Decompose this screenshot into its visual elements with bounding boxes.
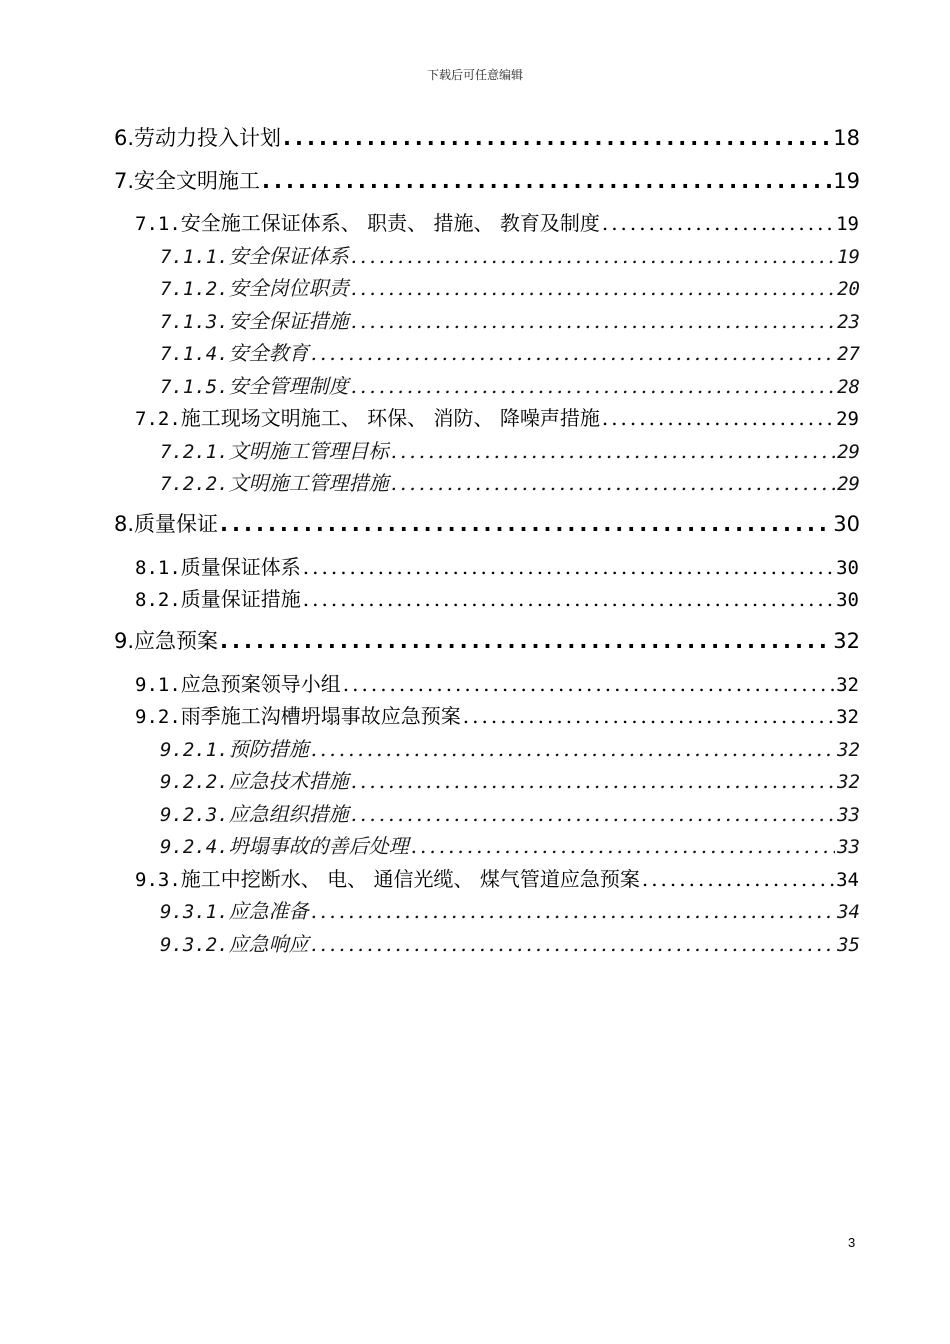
toc-entry-level3[interactable] (160, 467, 860, 495)
toc-entry-level3[interactable] (160, 370, 860, 398)
toc-entry-page[interactable]: 34 (836, 869, 859, 891)
toc-entry-title[interactable]: 安全岗位职责 (228, 276, 349, 300)
toc-entry-number: 9.3.1. (160, 901, 229, 923)
toc-entry-page[interactable]: 33 (837, 804, 860, 826)
toc-dot-leader (351, 769, 835, 793)
toc-entry-page[interactable]: 19 (837, 246, 860, 268)
toc-entry-number: 9.3. (135, 869, 181, 891)
toc-entry-number: 7. (114, 169, 135, 193)
toc-dot-leader (642, 867, 834, 891)
toc-entry-level2[interactable] (135, 551, 859, 579)
toc-entry-page[interactable]: 19 (836, 213, 859, 235)
toc-entry-level3[interactable] (160, 765, 860, 793)
toc-entry-title[interactable]: 应急预案领导小组 (180, 672, 341, 696)
toc-entry-title[interactable]: 应急技术措施 (228, 769, 349, 793)
toc-entry-title[interactable]: 坍塌事故的善后处理 (228, 834, 409, 858)
toc-entry-page[interactable]: 28 (837, 376, 860, 398)
toc-entry-page[interactable]: 20 (837, 278, 860, 300)
toc-dot-leader (411, 834, 835, 858)
toc-entry-number: 7.2. (135, 408, 181, 430)
toc-dot-leader (262, 169, 831, 193)
toc-dot-leader (311, 932, 835, 956)
toc-entry-title[interactable]: 安全教育 (228, 341, 309, 365)
toc-entry-page[interactable]: 19 (833, 169, 860, 193)
toc-entry-title[interactable]: 文明施工管理目标 (228, 439, 389, 463)
toc-entry-page[interactable]: 32 (837, 771, 860, 793)
toc-dot-leader (311, 737, 835, 761)
toc-entry-number: 8.2. (135, 589, 181, 611)
toc-dot-leader (220, 629, 831, 653)
toc-entry-title[interactable]: 质量保证措施 (180, 587, 301, 611)
toc-entry-title[interactable]: 施工现场文明施工、 环保、 消防、 降噪声措施 (180, 406, 600, 430)
toc-entry-level3[interactable] (160, 305, 860, 333)
toc-entry-level2[interactable] (135, 700, 859, 728)
toc-dot-leader (351, 802, 835, 826)
toc-entry-number: 9. (114, 629, 135, 653)
toc-entry-number: 8. (114, 512, 135, 536)
toc-entry-page[interactable]: 23 (837, 311, 860, 333)
toc-entry-page[interactable]: 32 (836, 674, 859, 696)
toc-entry-page[interactable]: 29 (837, 441, 860, 463)
toc-entry-level1[interactable] (114, 508, 860, 538)
toc-dot-leader (283, 126, 831, 150)
toc-entry-level1[interactable] (114, 165, 860, 195)
toc-entry-number: 7.2.2. (160, 473, 229, 495)
toc-entry-title[interactable]: 安全施工保证体系、 职责、 措施、 教育及制度 (180, 211, 600, 235)
toc-entry-title[interactable]: 劳动力投入计划 (134, 126, 282, 150)
toc-entry-title[interactable]: 质量保证 (134, 512, 219, 536)
toc-entry-level3[interactable] (160, 895, 860, 923)
toc-entry-title[interactable]: 预防措施 (228, 737, 309, 761)
toc-dot-leader (351, 374, 835, 398)
toc-entry-level3[interactable] (160, 272, 860, 300)
toc-entry-page[interactable]: 32 (837, 739, 860, 761)
toc-entry-level3[interactable] (160, 240, 860, 268)
toc-entry-number: 9.2.4. (160, 836, 229, 858)
toc-entry-level3[interactable] (160, 830, 860, 858)
toc-dot-leader (303, 555, 834, 579)
toc-dot-leader (602, 211, 834, 235)
toc-entry-number: 9.2.3. (160, 804, 229, 826)
toc-entry-number: 7.1. (135, 213, 181, 235)
toc-dot-leader (311, 899, 835, 923)
toc-entry-level3[interactable] (160, 337, 860, 365)
toc-entry-page[interactable]: 29 (836, 408, 859, 430)
toc-dot-leader (303, 587, 834, 611)
toc-entry-page[interactable]: 33 (837, 836, 860, 858)
toc-entry-title[interactable]: 安全管理制度 (228, 374, 349, 398)
toc-entry-number: 7.1.2. (160, 278, 229, 300)
toc-entry-number: 9.1. (135, 674, 181, 696)
toc-entry-page[interactable]: 32 (833, 629, 860, 653)
toc-entry-level2[interactable] (135, 207, 859, 235)
toc-entry-number: 9.2.2. (160, 771, 229, 793)
toc-entry-title[interactable]: 应急预案 (134, 629, 219, 653)
toc-entry-number: 8.1. (135, 557, 181, 579)
toc-dot-leader (311, 341, 835, 365)
toc-entry-title[interactable]: 安全保证体系 (228, 244, 349, 268)
toc-dot-leader (602, 406, 834, 430)
toc-entry-title[interactable]: 应急组织措施 (228, 802, 349, 826)
page-header: 下载后可任意编辑 (426, 68, 523, 82)
toc-dot-leader (463, 704, 834, 728)
toc-entry-page[interactable]: 27 (837, 343, 860, 365)
toc-entry-page[interactable]: 30 (836, 557, 859, 579)
toc-entry-title[interactable]: 应急响应 (228, 932, 309, 956)
toc-entry-page[interactable]: 29 (837, 473, 860, 495)
toc-entry-title[interactable]: 质量保证体系 (180, 555, 301, 579)
toc-entry-level1[interactable] (114, 625, 860, 655)
toc-entry-number: 7.1.4. (160, 343, 229, 365)
toc-entry-title[interactable]: 雨季施工沟槽坍塌事故应急预案 (180, 704, 461, 728)
toc-entry-level2[interactable] (135, 402, 859, 430)
toc-entry-level2[interactable] (135, 583, 859, 611)
toc-entry-page[interactable]: 35 (837, 934, 860, 956)
toc-entry-level1[interactable] (114, 122, 860, 152)
toc-entry-level2[interactable] (135, 668, 859, 696)
toc-entry-number: 7.1.1. (160, 246, 229, 268)
toc-entry-title[interactable]: 应急准备 (228, 899, 309, 923)
toc-entry-page[interactable]: 34 (837, 901, 860, 923)
toc-entry-level3[interactable] (160, 798, 860, 826)
toc-entry-level3[interactable] (160, 733, 860, 761)
toc-entry-number: 9.3.2. (160, 934, 229, 956)
toc-dot-leader (351, 309, 835, 333)
toc-dot-leader (391, 439, 835, 463)
toc-entry-number: 6. (114, 126, 135, 150)
toc-entry-title[interactable]: 施工中挖断水、 电、 通信光缆、 煤气管道应急预案 (180, 867, 640, 891)
toc-dot-leader (220, 512, 831, 536)
toc-dot-leader (391, 471, 835, 495)
toc-entry-page[interactable]: 30 (836, 589, 859, 611)
toc-entry-level3[interactable] (160, 928, 860, 956)
toc-dot-leader (351, 276, 835, 300)
toc-entry-level3[interactable] (160, 435, 860, 463)
page-number: 3 (848, 1235, 856, 1250)
toc-entry-title[interactable]: 文明施工管理措施 (228, 471, 389, 495)
toc-entry-number: 7.1.3. (160, 311, 229, 333)
toc-entry-number: 7.2.1. (160, 441, 229, 463)
toc-dot-leader (351, 244, 835, 268)
toc-entry-number: 9.2.1. (160, 739, 229, 761)
toc-entry-page[interactable]: 30 (833, 512, 860, 536)
toc-entry-title[interactable]: 安全保证措施 (228, 309, 349, 333)
toc-entry-number: 9.2. (135, 706, 181, 728)
toc-entry-title[interactable]: 安全文明施工 (134, 169, 261, 193)
toc-entry-page[interactable]: 32 (836, 706, 859, 728)
toc-dot-leader (343, 672, 834, 696)
toc-entry-number: 7.1.5. (160, 376, 229, 398)
toc-entry-level2[interactable] (135, 863, 859, 891)
toc-entry-page[interactable]: 18 (833, 126, 860, 150)
